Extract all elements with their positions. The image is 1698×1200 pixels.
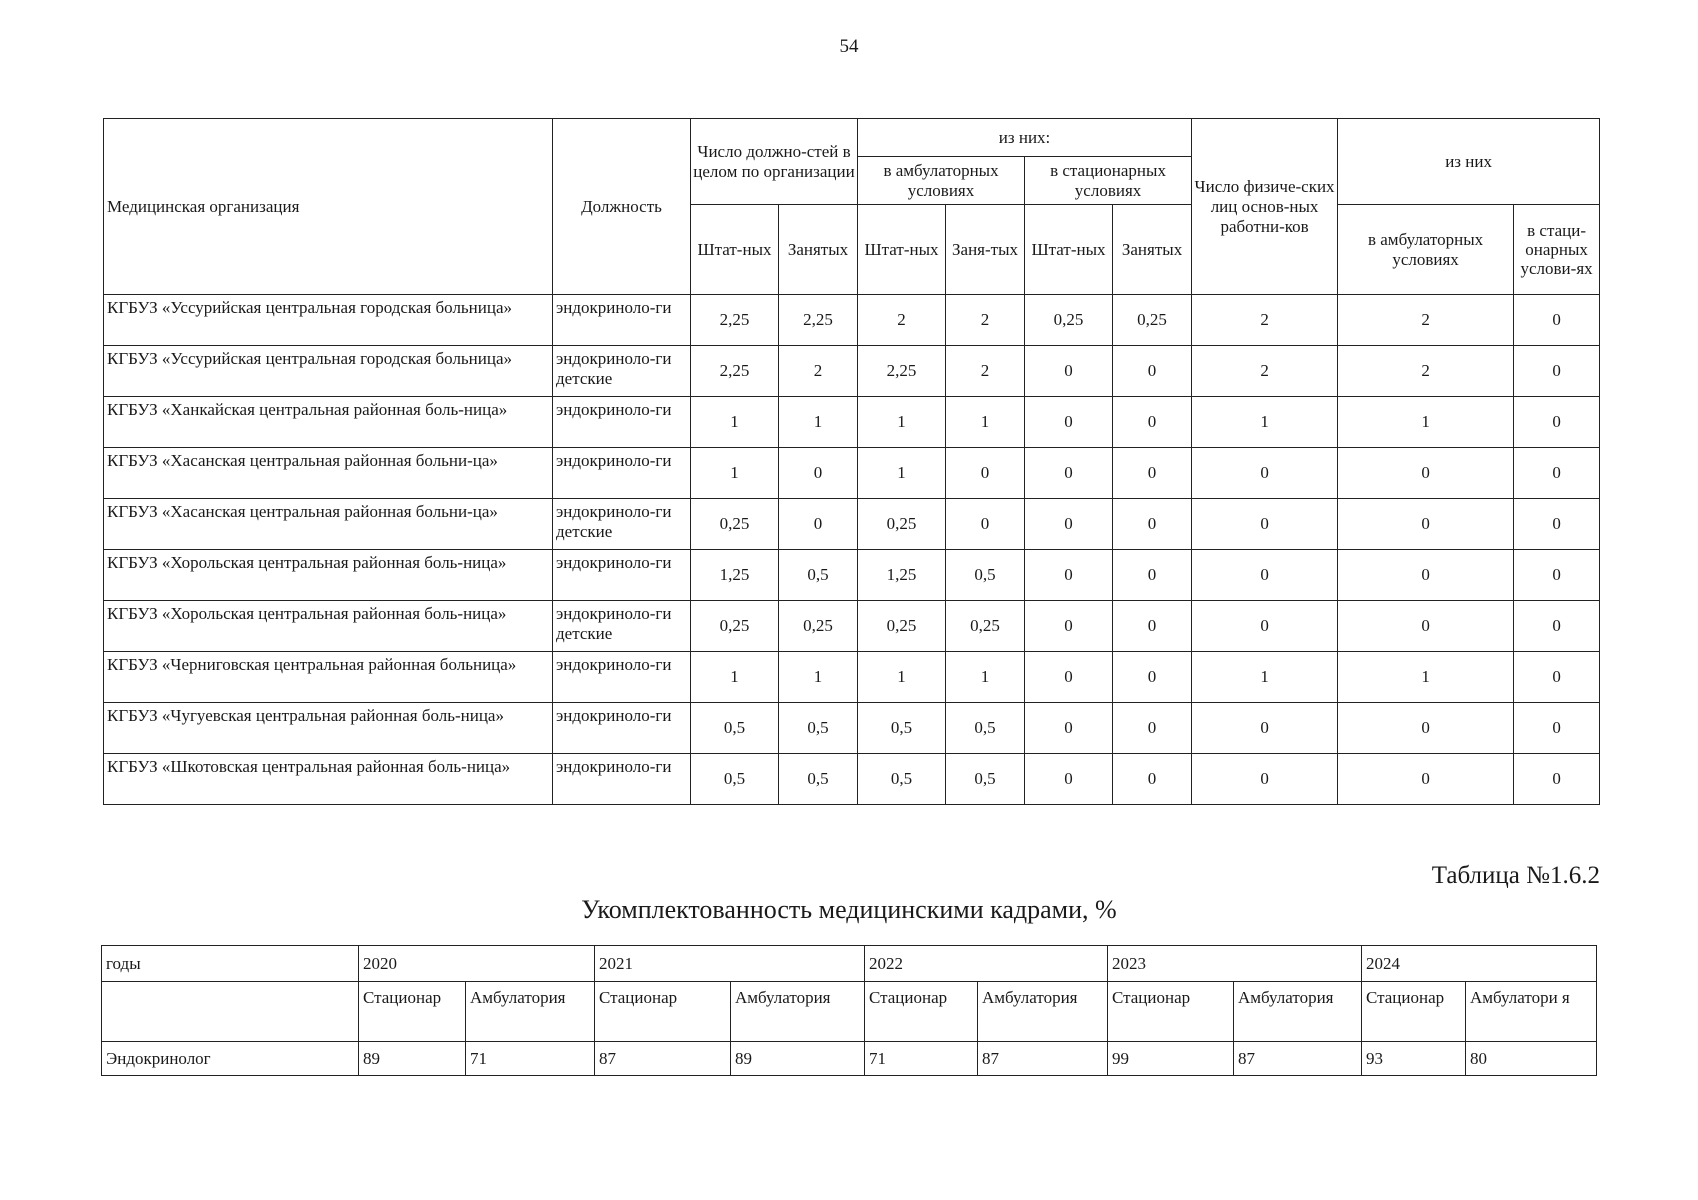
position-cell: эндокриноло-ги детские: [553, 601, 691, 652]
sub-header-cell: Амбулатория: [1234, 982, 1362, 1042]
value-cell: 0,5: [691, 754, 779, 805]
table-row: [104, 703, 1600, 754]
value-cell: 0: [1113, 652, 1192, 703]
value-cell: 0,25: [691, 601, 779, 652]
value-cell: 0: [1514, 295, 1600, 346]
org-cell: КГБУЗ «Хорольская центральная районная боль-ница»: [104, 550, 553, 601]
year-2023: 2023: [1108, 946, 1362, 982]
row-label: Эндокринолог: [102, 1042, 359, 1076]
value-cell: 1: [779, 397, 858, 448]
header-persons: Число физиче-ских лиц основ-ных работни-ков: [1192, 119, 1338, 295]
value-cell: 0: [1514, 550, 1600, 601]
value-cell: 0,5: [858, 754, 946, 805]
position-cell: эндокриноло-ги: [553, 754, 691, 805]
value-cell: 0: [1113, 601, 1192, 652]
value-cell: 2,25: [691, 295, 779, 346]
value-cell: 0: [779, 499, 858, 550]
value-cell: 0: [1025, 652, 1113, 703]
value-cell: 1: [691, 397, 779, 448]
value-cell: 1: [1338, 652, 1514, 703]
value-cell: 0: [1025, 601, 1113, 652]
value-cell: 0: [1338, 448, 1514, 499]
value-cell: 2: [946, 295, 1025, 346]
table-row: [104, 754, 1600, 805]
year-2022: 2022: [865, 946, 1108, 982]
value-cell: 0,5: [779, 703, 858, 754]
percent-cell: 99: [1108, 1042, 1234, 1076]
value-cell: 0: [946, 499, 1025, 550]
value-cell: 0: [1113, 703, 1192, 754]
value-cell: 0: [1192, 754, 1338, 805]
org-cell: КГБУЗ «Черниговская центральная районная больница»: [104, 652, 553, 703]
position-cell: эндокриноло-ги: [553, 295, 691, 346]
org-cell: КГБУЗ «Ханкайская центральная районная боль-ница»: [104, 397, 553, 448]
table-row: [104, 499, 1600, 550]
header-org: Медицинская организация: [104, 119, 553, 295]
table-title: Укомплектованность медицинскими кадрами, %: [581, 895, 1117, 924]
value-cell: 0: [1192, 703, 1338, 754]
table-row: [104, 397, 1600, 448]
value-cell: 1,25: [691, 550, 779, 601]
value-cell: 2: [858, 295, 946, 346]
percent-cell: 71: [466, 1042, 595, 1076]
percent-cell: 89: [731, 1042, 865, 1076]
value-cell: 0,5: [858, 703, 946, 754]
empty-cell: [102, 982, 359, 1042]
value-cell: 1: [858, 652, 946, 703]
percent-cell: 87: [978, 1042, 1108, 1076]
value-cell: 0,25: [946, 601, 1025, 652]
header-position: Должность: [553, 119, 691, 295]
table-row: [104, 295, 1600, 346]
table-row: [104, 601, 1600, 652]
value-cell: 0: [946, 448, 1025, 499]
header-of-them: из них: [1338, 119, 1600, 205]
value-cell: 0: [1025, 703, 1113, 754]
header-staff: Штат-ных: [691, 205, 779, 295]
value-cell: 2: [1338, 346, 1514, 397]
value-cell: 1: [1192, 652, 1338, 703]
value-cell: 1: [858, 397, 946, 448]
value-cell: 0: [1338, 499, 1514, 550]
value-cell: 0,25: [779, 601, 858, 652]
value-cell: 0: [1514, 754, 1600, 805]
percent-cell: 87: [595, 1042, 731, 1076]
table-row: [104, 448, 1600, 499]
value-cell: 2: [1192, 346, 1338, 397]
value-cell: 1: [858, 448, 946, 499]
value-cell: 1: [691, 448, 779, 499]
org-cell: КГБУЗ «Чугуевская центральная районная боль-ница»: [104, 703, 553, 754]
header-of-which: из них:: [858, 119, 1192, 157]
value-cell: 0: [1338, 550, 1514, 601]
value-cell: 2: [946, 346, 1025, 397]
value-cell: 0: [1338, 601, 1514, 652]
staffing-table: [103, 118, 1600, 805]
value-cell: 0: [1113, 346, 1192, 397]
value-cell: 0: [1514, 601, 1600, 652]
value-cell: 0: [1113, 397, 1192, 448]
value-cell: 0,25: [858, 601, 946, 652]
value-cell: 2,25: [691, 346, 779, 397]
years-label: годы: [102, 946, 359, 982]
percent-cell: 89: [359, 1042, 466, 1076]
value-cell: 0: [779, 448, 858, 499]
value-cell: 0: [1514, 499, 1600, 550]
org-cell: КГБУЗ «Хасанская центральная районная больни-ца»: [104, 448, 553, 499]
value-cell: 0: [1113, 754, 1192, 805]
sub-header-cell: Амбулатория: [978, 982, 1108, 1042]
position-cell: эндокриноло-ги детские: [553, 346, 691, 397]
value-cell: 0,25: [858, 499, 946, 550]
sub-header-cell: Амбулатория: [731, 982, 865, 1042]
sub-header-cell: Стационар: [1108, 982, 1234, 1042]
value-cell: 2,25: [858, 346, 946, 397]
value-cell: 0: [1113, 448, 1192, 499]
page-number: 54: [839, 36, 859, 57]
value-cell: 0,25: [691, 499, 779, 550]
header-persons-ambulatory: в амбулаторных условиях: [1338, 205, 1514, 295]
header-amb-occupied: Заня-тых: [946, 205, 1025, 295]
value-cell: 1: [1192, 397, 1338, 448]
value-cell: 0,5: [946, 703, 1025, 754]
header-stat-staff: Штат-ных: [1025, 205, 1113, 295]
value-cell: 2: [779, 346, 858, 397]
percent-cell: 93: [1362, 1042, 1466, 1076]
value-cell: 2: [1192, 295, 1338, 346]
org-cell: КГБУЗ «Хорольская центральная районная боль-ница»: [104, 601, 553, 652]
value-cell: 0: [1514, 652, 1600, 703]
value-cell: 0: [1025, 754, 1113, 805]
value-cell: 0,25: [1025, 295, 1113, 346]
value-cell: 0,5: [779, 754, 858, 805]
value-cell: 0: [1025, 346, 1113, 397]
value-cell: 1: [1338, 397, 1514, 448]
value-cell: 0,5: [691, 703, 779, 754]
header-stationary: в стационарных условиях: [1025, 157, 1192, 205]
value-cell: 0,5: [946, 754, 1025, 805]
org-cell: КГБУЗ «Уссурийская центральная городская больница»: [104, 295, 553, 346]
value-cell: 0: [1192, 601, 1338, 652]
header-amb-staff: Штат-ных: [858, 205, 946, 295]
header-ambulatory: в амбулаторных условиях: [858, 157, 1025, 205]
header-persons-stationary: в стаци-онарных услови-ях: [1514, 205, 1600, 295]
value-cell: 0: [1025, 397, 1113, 448]
year-2021: 2021: [595, 946, 865, 982]
sub-header-cell: Стационар: [865, 982, 978, 1042]
sub-header-cell: Амбулатория: [466, 982, 595, 1042]
org-cell: КГБУЗ «Хасанская центральная районная больни-ца»: [104, 499, 553, 550]
percent-cell: 87: [1234, 1042, 1362, 1076]
value-cell: 0,5: [779, 550, 858, 601]
header-stat-occupied: Занятых: [1113, 205, 1192, 295]
position-cell: эндокриноло-ги детские: [553, 499, 691, 550]
value-cell: 0: [1025, 448, 1113, 499]
sub-header-cell: Стационар: [359, 982, 466, 1042]
staffing-percent-table: [101, 945, 1597, 1076]
value-cell: 0: [1514, 397, 1600, 448]
org-cell: КГБУЗ «Шкотовская центральная районная боль-ница»: [104, 754, 553, 805]
year-2024: 2024: [1362, 946, 1597, 982]
position-cell: эндокриноло-ги: [553, 397, 691, 448]
header-occupied: Занятых: [779, 205, 858, 295]
org-cell: КГБУЗ «Уссурийская центральная городская больница»: [104, 346, 553, 397]
value-cell: 0: [1514, 448, 1600, 499]
percent-cell: 80: [1466, 1042, 1597, 1076]
value-cell: 0: [1192, 499, 1338, 550]
position-cell: эндокриноло-ги: [553, 703, 691, 754]
table-row: [104, 652, 1600, 703]
value-cell: 2,25: [779, 295, 858, 346]
value-cell: 0: [1514, 346, 1600, 397]
value-cell: 0: [1192, 448, 1338, 499]
table-row: [104, 550, 1600, 601]
header-total-positions: Число должно-стей в целом по организации: [691, 119, 858, 205]
value-cell: 1: [946, 397, 1025, 448]
value-cell: 1,25: [858, 550, 946, 601]
value-cell: 1: [946, 652, 1025, 703]
sub-header-cell: Стационар: [595, 982, 731, 1042]
value-cell: 1: [779, 652, 858, 703]
percent-cell: 71: [865, 1042, 978, 1076]
value-cell: 0: [1192, 550, 1338, 601]
value-cell: 0,25: [1113, 295, 1192, 346]
sub-header-cell: Стационар: [1362, 982, 1466, 1042]
table-label: Таблица №1.6.2: [1431, 862, 1600, 889]
position-cell: эндокриноло-ги: [553, 550, 691, 601]
value-cell: 0: [1025, 550, 1113, 601]
sub-header-cell: Амбулатори я: [1466, 982, 1597, 1042]
value-cell: 0: [1338, 703, 1514, 754]
value-cell: 2: [1338, 295, 1514, 346]
year-2020: 2020: [359, 946, 595, 982]
value-cell: 0: [1514, 703, 1600, 754]
value-cell: 0,5: [946, 550, 1025, 601]
value-cell: 0: [1113, 499, 1192, 550]
value-cell: 0: [1338, 754, 1514, 805]
position-cell: эндокриноло-ги: [553, 652, 691, 703]
position-cell: эндокриноло-ги: [553, 448, 691, 499]
value-cell: 0: [1113, 550, 1192, 601]
value-cell: 0: [1025, 499, 1113, 550]
table-row: [104, 346, 1600, 397]
value-cell: 1: [691, 652, 779, 703]
